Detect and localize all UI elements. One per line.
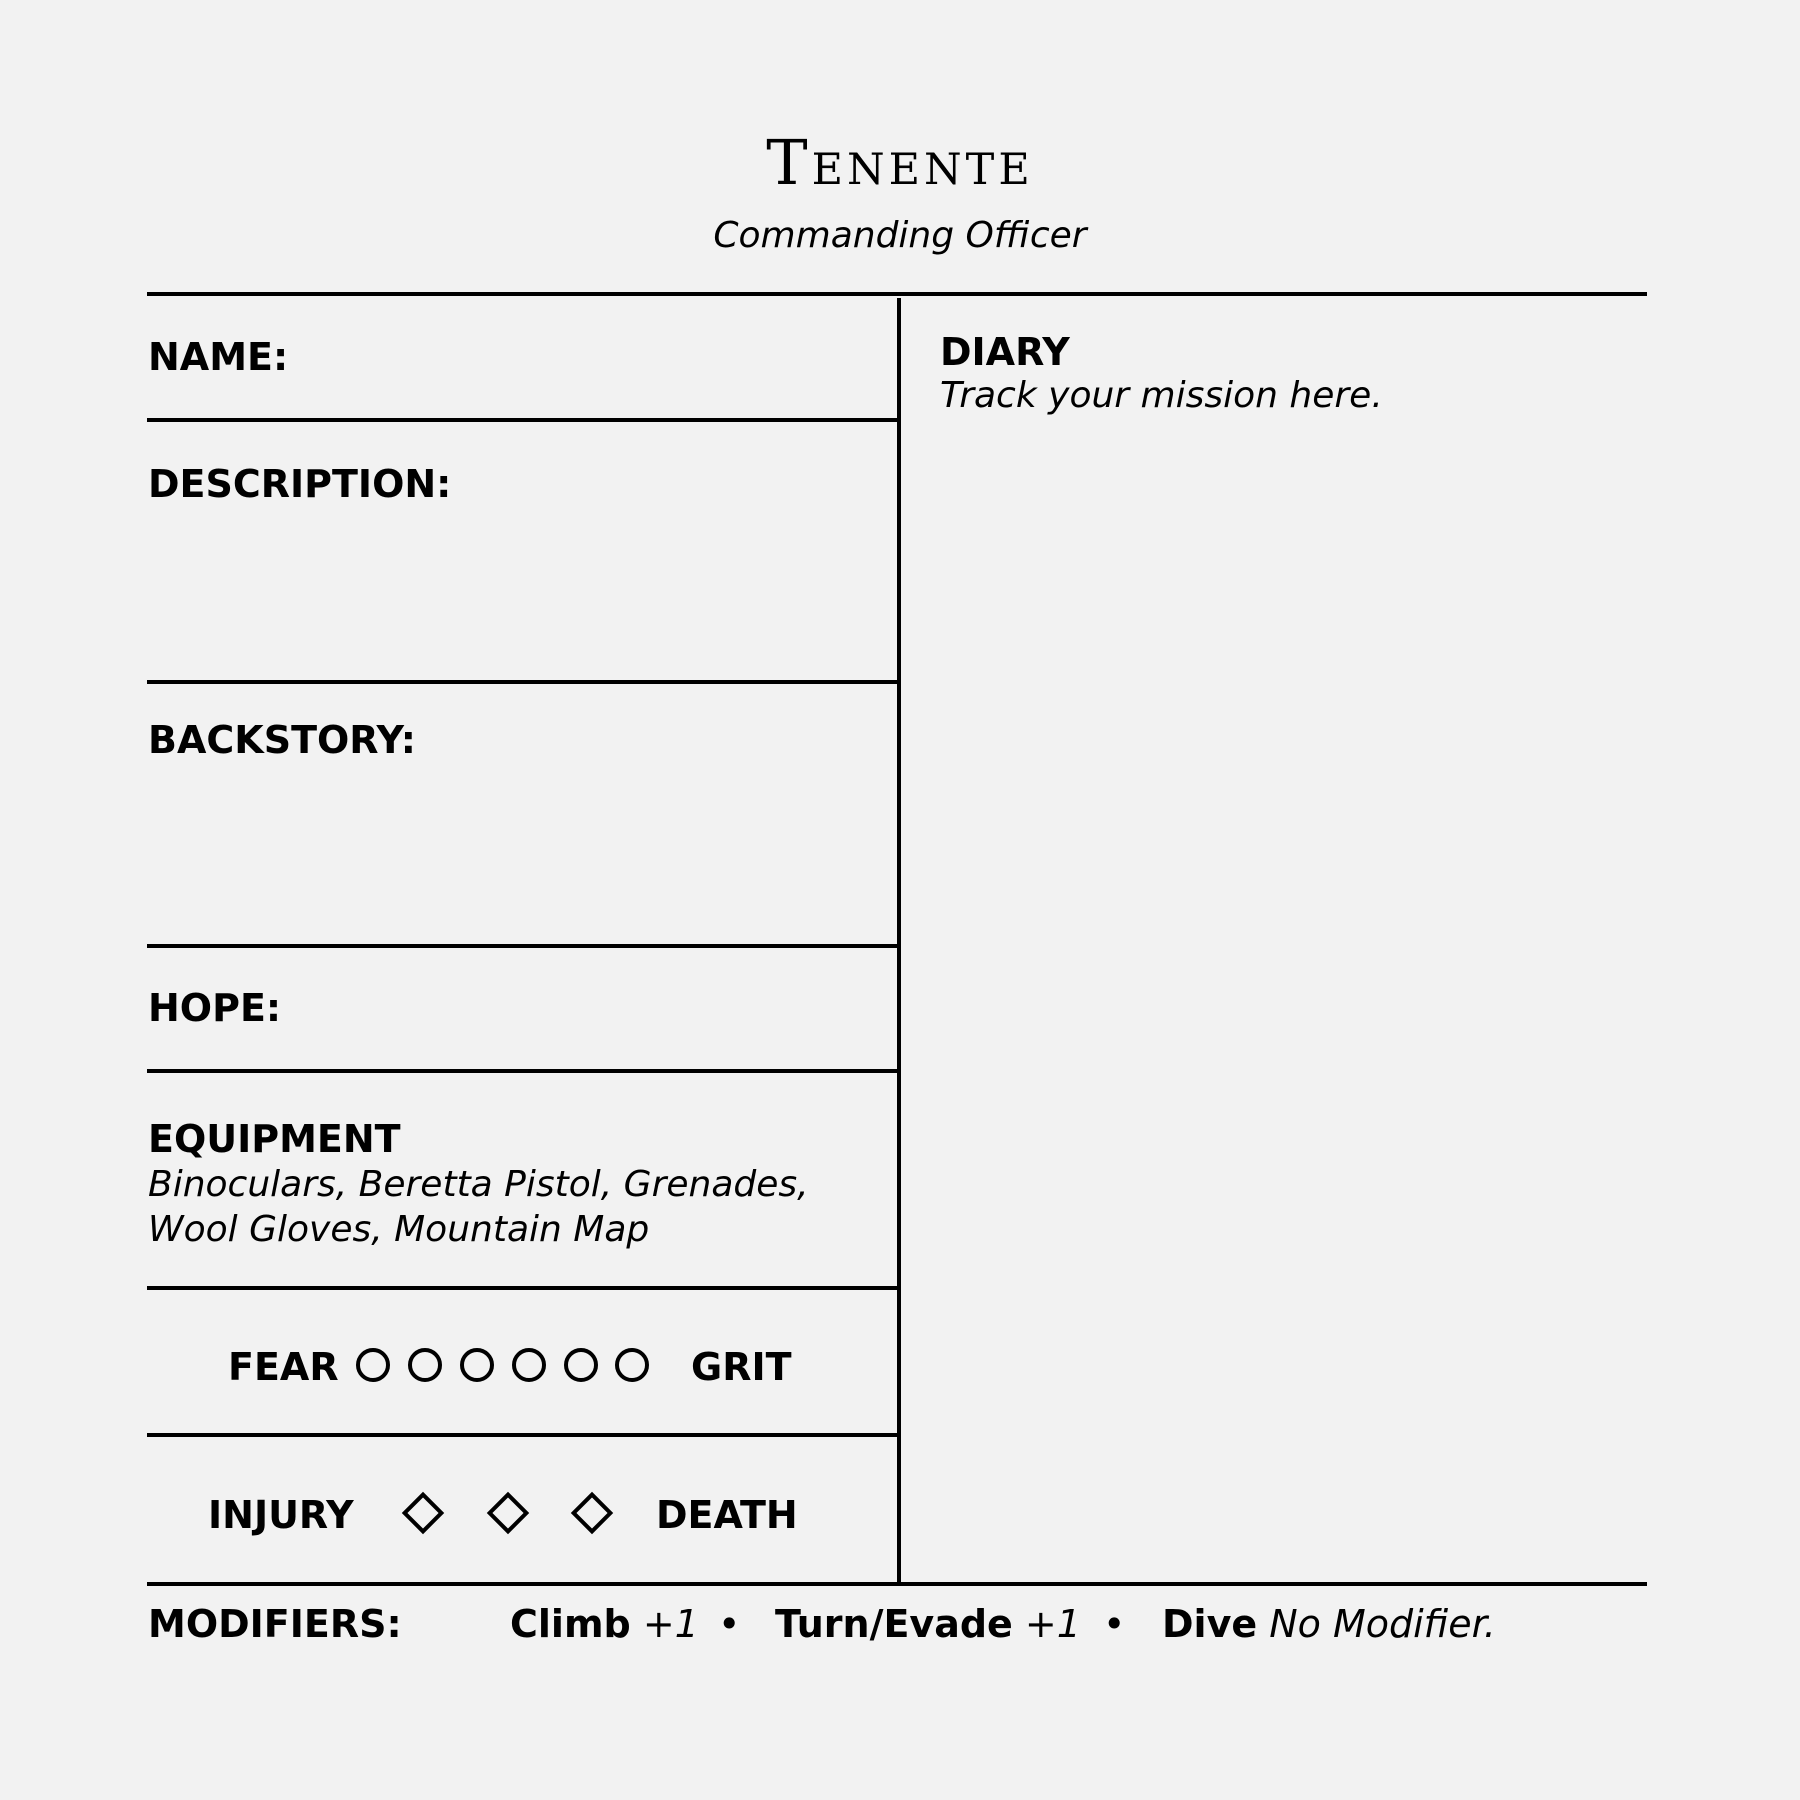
dive-name: Dive (1162, 1602, 1258, 1646)
hope-field[interactable] (147, 948, 897, 1069)
turn-evade-modifier (775, 1602, 1081, 1646)
page-subtitle: Commanding Officer (713, 215, 1087, 256)
injury-track-diamond-2[interactable] (487, 1492, 529, 1534)
separator-1: • (718, 1602, 741, 1646)
climb-name: Climb (510, 1602, 631, 1646)
equipment-section (147, 1073, 897, 1286)
diary-area[interactable] (901, 296, 1647, 1582)
equipment-line-1: Binoculars, Beretta Pistol, Grenades, (148, 1164, 809, 1205)
climb-modifier (510, 1602, 699, 1646)
description-label: DESCRIPTION: (148, 462, 452, 506)
fear-track-circle-3[interactable] (460, 1348, 494, 1382)
backstory-label: BACKSTORY: (148, 718, 416, 762)
dive-modifier (1162, 1602, 1496, 1646)
equipment-line-2: Wool Gloves, Mountain Map (148, 1209, 650, 1250)
page-title: Tenente (766, 126, 1034, 199)
bottom-divider (147, 1582, 1647, 1586)
grit-label: GRIT (691, 1345, 792, 1389)
fear-track-circle-4[interactable] (512, 1348, 546, 1382)
turn-evade-name: Turn/Evade (775, 1602, 1013, 1646)
fear-track-circle-1[interactable] (356, 1348, 390, 1382)
name-field[interactable] (147, 296, 897, 418)
dive-value: No Modifier. (1269, 1602, 1496, 1646)
backstory-field[interactable] (147, 684, 897, 944)
modifiers-label: MODIFIERS: (148, 1602, 402, 1646)
fear-label: FEAR (228, 1345, 339, 1389)
fear-track-circle-2[interactable] (408, 1348, 442, 1382)
equipment-label: EQUIPMENT (148, 1117, 401, 1161)
fear-divider (147, 1433, 899, 1437)
injury-track-diamond-1[interactable] (402, 1492, 444, 1534)
death-label: DEATH (656, 1493, 798, 1537)
diary-label: DIARY (940, 330, 1070, 374)
name-label: NAME: (148, 335, 289, 379)
diary-hint: Track your mission here. (940, 375, 1383, 416)
fear-track-circle-6[interactable] (615, 1348, 649, 1382)
hope-label: HOPE: (148, 986, 282, 1030)
fear-track-circle-5[interactable] (564, 1348, 598, 1382)
injury-track-diamond-3[interactable] (571, 1492, 613, 1534)
climb-value: +1 (642, 1602, 699, 1646)
equipment-divider (147, 1286, 899, 1290)
turn-evade-value: +1 (1024, 1602, 1081, 1646)
description-field[interactable] (147, 422, 897, 680)
separator-2: • (1103, 1602, 1126, 1646)
injury-label: INJURY (208, 1493, 354, 1537)
